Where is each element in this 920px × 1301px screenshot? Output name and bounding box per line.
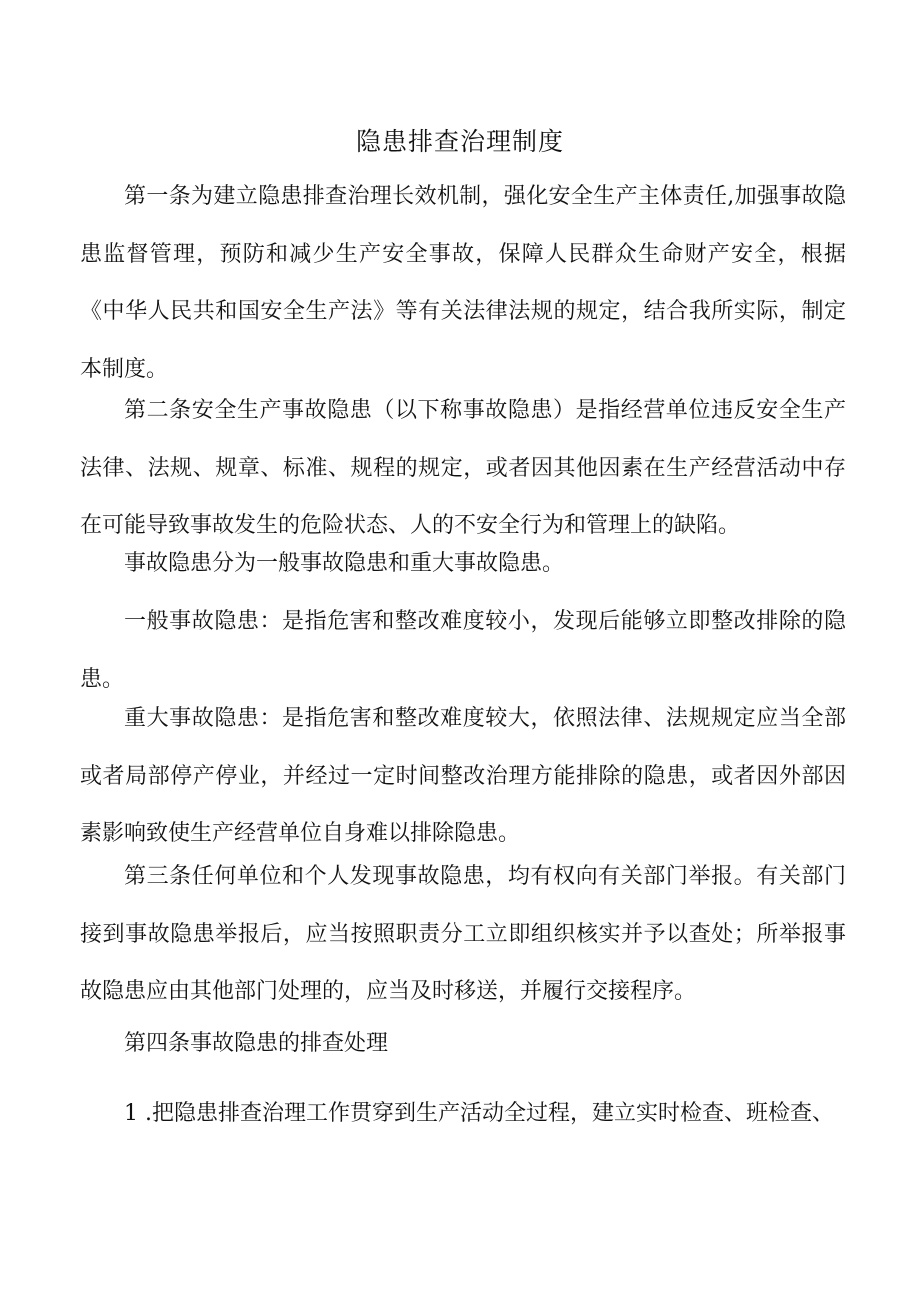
- item-1-paragraph: 1 .把隐患排查治理工作贯穿到生产活动全过程，建立实时检查、班检查、: [124, 1101, 834, 1126]
- article-2-paragraph: 第二条安全生产事故隐患（以下称事故隐患）是指经营单位违反安全生产法律、法规、规章、标准、规程的规定，或者因其他因素在生产经营活动中存在可能导致事故发生的危险状态、人的不安全行为和管理上的缺陷。: [80, 398, 846, 538]
- document-title: 隐患排查治理制度: [355, 127, 564, 156]
- article-4-heading: 第四条事故隐患的排查处理: [124, 1031, 389, 1056]
- general-hazard-paragraph: 一般事故隐患：是指危害和整改难度较小，发现后能够立即整改排除的隐患。: [80, 609, 846, 692]
- hazard-classification-paragraph: 事故隐患分为一般事故隐患和重大事故隐患。: [124, 551, 565, 576]
- article-3-paragraph: 第三条任何单位和个人发现事故隐患，均有权向有关部门举报。有关部门接到事故隐患举报后，应当按照职责分工立即组织核实并予以查处；所举报事故隐患应由其他部门处理的，应当及时移送，并履行交接程序。: [80, 864, 846, 1004]
- article-1-paragraph: 第一条为建立隐患排查治理长效机制，强化安全生产主体责任,加强事故隐患监督管理，预防和减少生产安全事故，保障人民群众生命财产安全，根据《中华人民共和国安全生产法》等有关法律法规的规定，结合我所实际，制定本制度。: [80, 184, 846, 382]
- major-hazard-paragraph: 重大事故隐患：是指危害和整改难度较大，依照法律、法规规定应当全部或者局部停产停业，并经过一定时间整改治理方能排除的隐患，或者因外部因素影响致使生产经营单位自身难以排除隐患。: [80, 706, 846, 846]
